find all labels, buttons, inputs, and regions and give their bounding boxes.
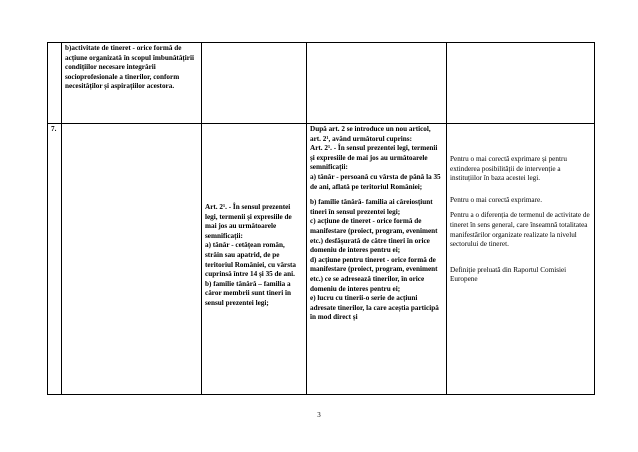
- table-row: [48, 43, 595, 124]
- motivation-cell: [447, 43, 595, 124]
- current-law-intro: Art. 2¹. - În sensul prezentei legi, termenii și expresiile de mai jos au următoarele semnificații:: [205, 203, 292, 240]
- proposed-text-cell: [307, 43, 447, 124]
- current-law-cell: [202, 124, 307, 395]
- motivation-2: Pentru o mai corectă exprimare.: [450, 195, 542, 204]
- proposed-item-a: a) tânăr - persoană cu vârsta de până la 35 de ani, aflată pe teritoriul României;: [310, 172, 441, 191]
- row-number: 7.: [48, 124, 62, 395]
- proposed-item-d: d) acțiune pentru tineret - orice formă de manifestare (proiect, program, eveniment etc.) ce se adresează tinerilor, în orice domeniu de interes pentru ei;: [310, 255, 438, 293]
- table-row: [48, 124, 595, 395]
- current-law-cell: [202, 43, 307, 124]
- proposed-item-b: b) familie tânără- familia ai căreiosțiunt tineri în sensul prezentei legi;: [310, 198, 433, 216]
- current-law-item-b: b) familie tânără – familia a căror membrii sunt tineri în sensul prezentei legi;: [205, 279, 291, 307]
- row-number-cell: [48, 43, 62, 124]
- proposed-item-c: c) acțiune de tineret - orice formă de manifestare (proiect, program, eveniment etc.) desfășurată de către tineri în orice domeniu de interes pentru ei;: [310, 217, 438, 255]
- motivation-1: Pentru o mai corectă exprimare și pentru extinderea posibilității de intervenție a instituțiilor în baza acestei legi.: [450, 155, 567, 183]
- definition-cell: [62, 43, 202, 124]
- page-number: 3: [317, 411, 321, 419]
- empty-cell: [62, 124, 202, 395]
- proposed-article: Art. 2¹. - În sensul prezentei legi, termenii și expresiile de mai jos au următoarele semnificații:: [310, 144, 438, 172]
- proposed-text-cell: [307, 124, 447, 395]
- current-law-item-a: a) tânăr - cetățean român, străin sau apatrid, de pe teritoriul României, cu vârsta cuprinsă între 14 și 35 de ani.: [205, 241, 297, 279]
- motivation-3: Pentru a o diferenția de termenul de activitate de tineret în sens general, care înseamnă totalitatea manifestărilor organizate realizate la nivelul sectorului de tineret.: [450, 211, 590, 249]
- motivation-cell: [447, 124, 595, 395]
- definition-text: b)activitate de tineret - orice formă de acțiune organizată în scopul îmbunătățirii condițiilor necesare integrării socioprofesionale a tinerilor, conform necesităților și aspirațiilor acestora.: [65, 44, 194, 91]
- proposed-intro: După art. 2 se introduce un nou articol, art. 2¹, având următorul cuprins:: [310, 125, 431, 143]
- motivation-4: Definiție preluată din Raportul Comisiei Europene: [450, 265, 567, 284]
- proposed-item-e: e) lucru cu tinerii-o serie de acțiuni adresate tinerilor, la care aceștia participă în mod direct și: [310, 294, 439, 322]
- amendments-table: [47, 42, 595, 395]
